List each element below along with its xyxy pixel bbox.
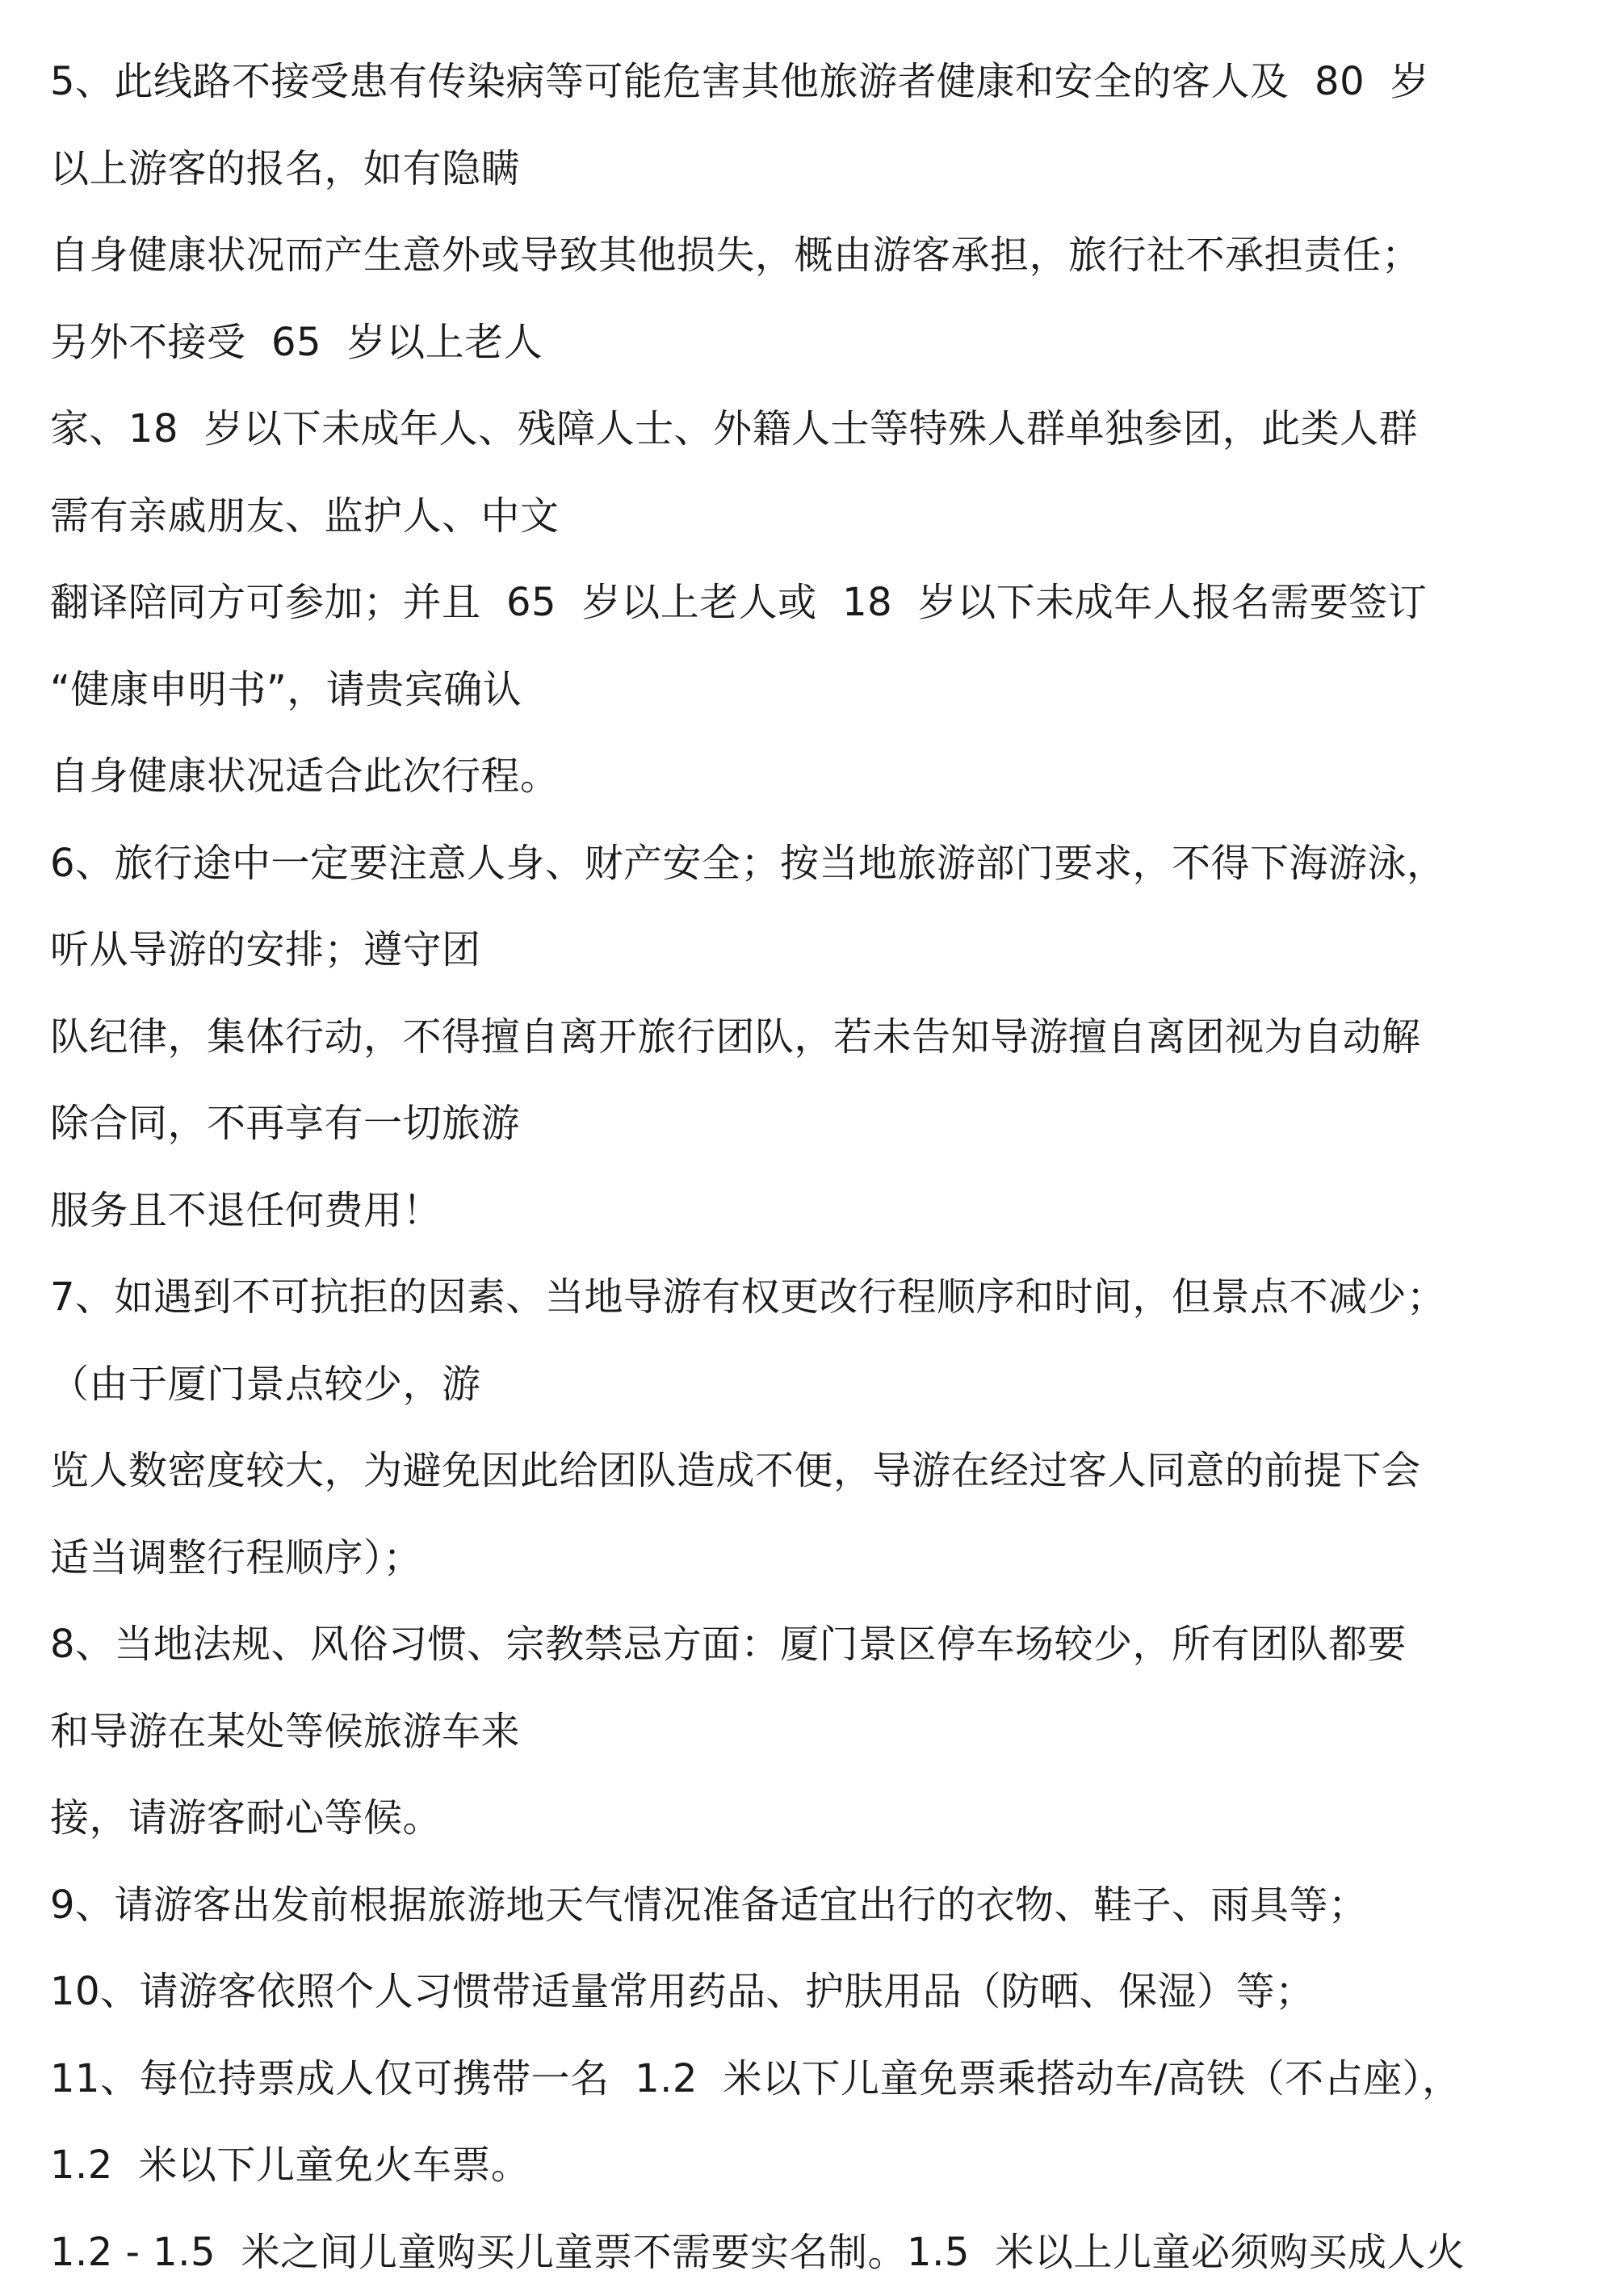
text-line: 翻译陪同方可参加；并且 65 岁以上老人或 18 岁以下未成年人报名需要签订 — [50, 560, 1568, 647]
text-line: （由于厦门景点较少，游 — [50, 1341, 1568, 1429]
text-line: 服务且不退任何费用！ — [50, 1168, 1568, 1255]
text-line: 自身健康状况而产生意外或导致其他损失，概由游客承担，旅行社不承担责任； — [50, 212, 1568, 300]
text-line: 接，请游客耐心等候。 — [50, 1775, 1568, 1862]
text-line: 另外不接受 65 岁以上老人 — [50, 300, 1568, 387]
text-line: 家、18 岁以下未成年人、残障人士、外籍人士等特殊人群单独参团，此类人群 — [50, 386, 1568, 473]
text-line: 6、旅行途中一定要注意人身、财产安全；按当地旅游部门要求，不得下海游泳， — [50, 821, 1568, 908]
text-line: 1.2 - 1.5 米之间儿童购买儿童票不需要实名制。1.5 米以上儿童必须购买成人火 — [50, 2210, 1568, 2296]
document-page — [50, 39, 1568, 2296]
text-line: 队纪律，集体行动，不得擅自离开旅行团队，若未告知导游擅自离团视为自动解 — [50, 994, 1568, 1081]
text-line: 8、当地法规、风俗习惯、宗教禁忌方面：厦门景区停车场较少，所有团队都要 — [50, 1601, 1568, 1689]
text-line: 自身健康状况适合此次行程。 — [50, 733, 1568, 821]
text-line: 需有亲戚朋友、监护人、中文 — [50, 473, 1568, 560]
text-line: 览人数密度较大，为避免因此给团队造成不便，导游在经过客人同意的前提下会 — [50, 1428, 1568, 1515]
text-line: 适当调整行程顺序）； — [50, 1515, 1568, 1602]
text-line: 和导游在某处等候旅游车来 — [50, 1689, 1568, 1776]
text-line: 以上游客的报名，如有隐瞒 — [50, 126, 1568, 213]
text-line: 10、请游客依照个人习惯带适量常用药品、护肤用品（防晒、保湿）等； — [50, 1949, 1568, 2036]
text-line: 5、此线路不接受患有传染病等可能危害其他旅游者健康和安全的客人及 80 岁 — [50, 39, 1568, 126]
text-line: 9、请游客出发前根据旅游地天气情况准备适宜出行的衣物、鞋子、雨具等； — [50, 1862, 1568, 1950]
text-line: 11、每位持票成人仅可携带一名 1.2 米以下儿童免票乘搭动车/高铁（不占座）， — [50, 2036, 1568, 2123]
text-line: 7、如遇到不可抗拒的因素、当地导游有权更改行程顺序和时间，但景点不减少； — [50, 1254, 1568, 1341]
text-line: “健康申明书”，请贵宾确认 — [50, 647, 1568, 734]
text-line: 1.2 米以下儿童免火车票。 — [50, 2122, 1568, 2210]
text-line: 除合同，不再享有一切旅游 — [50, 1081, 1568, 1168]
text-line: 听从导游的安排；遵守团 — [50, 907, 1568, 994]
